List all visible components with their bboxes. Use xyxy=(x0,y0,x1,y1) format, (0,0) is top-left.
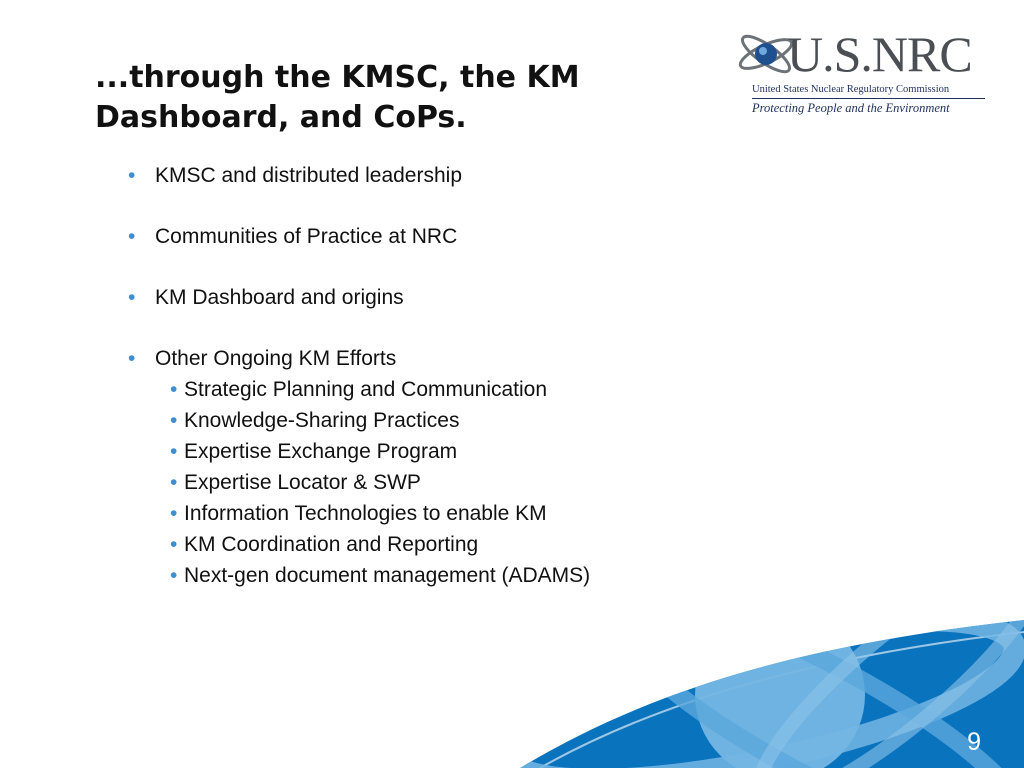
sub-bullet-dot-icon: • xyxy=(170,409,178,432)
bullet-item xyxy=(128,160,768,191)
sub-bullet-text: Strategic Planning and Communication xyxy=(184,378,548,401)
sub-bullet-text: KM Coordination and Reporting xyxy=(184,533,479,556)
sub-bullet-item xyxy=(170,467,768,498)
bullet-dot-icon: • xyxy=(128,164,136,187)
bullet-text: KM Dashboard and origins xyxy=(155,286,404,309)
bullet-dot-icon: • xyxy=(128,347,136,370)
sub-bullet-text: Next-gen document management (ADAMS) xyxy=(184,564,591,587)
sub-bullet-dot-icon: • xyxy=(170,440,178,463)
logo-subtitle: United States Nuclear Regulatory Commission xyxy=(752,84,950,95)
sub-bullet-dot-icon: • xyxy=(170,378,178,401)
sub-bullet-list xyxy=(170,374,768,591)
sub-bullet-item xyxy=(170,560,768,591)
bullet-dot-icon: • xyxy=(128,225,136,248)
bullet-item xyxy=(128,343,768,591)
logo-wordmark: U.S.NRC xyxy=(787,26,972,82)
sub-bullet-dot-icon: • xyxy=(170,533,178,556)
sub-bullet-item xyxy=(170,405,768,436)
sub-bullet-item xyxy=(170,529,768,560)
sub-bullet-text: Expertise Exchange Program xyxy=(184,440,458,463)
sub-bullet-item xyxy=(170,436,768,467)
page-number: 9 xyxy=(967,728,981,756)
slide-title: ...through the KMSC, the KM Dashboard, and CoPs. xyxy=(95,60,580,135)
bullet-dot-icon: • xyxy=(128,286,136,309)
sub-bullet-dot-icon: • xyxy=(170,502,178,525)
logo-divider xyxy=(752,98,985,99)
sub-bullet-dot-icon: • xyxy=(170,471,178,494)
sub-bullet-text: Information Technologies to enable KM xyxy=(184,502,547,525)
bullet-text: Communities of Practice at NRC xyxy=(155,225,458,248)
bullet-text: KMSC and distributed leadership xyxy=(155,164,463,187)
nrc-logo xyxy=(735,26,985,126)
bullet-list xyxy=(128,160,768,591)
bullet-text: Other Ongoing KM Efforts xyxy=(155,347,397,370)
sub-bullet-text: Expertise Locator & SWP xyxy=(184,471,421,494)
sub-bullet-dot-icon: • xyxy=(170,564,178,587)
logo-tagline: Protecting People and the Environment xyxy=(752,101,950,115)
sub-bullet-item xyxy=(170,498,768,529)
sub-bullet-item xyxy=(170,374,768,405)
sub-bullet-text: Knowledge-Sharing Practices xyxy=(184,409,460,432)
bullet-item xyxy=(128,221,768,252)
bullet-item xyxy=(128,282,768,313)
